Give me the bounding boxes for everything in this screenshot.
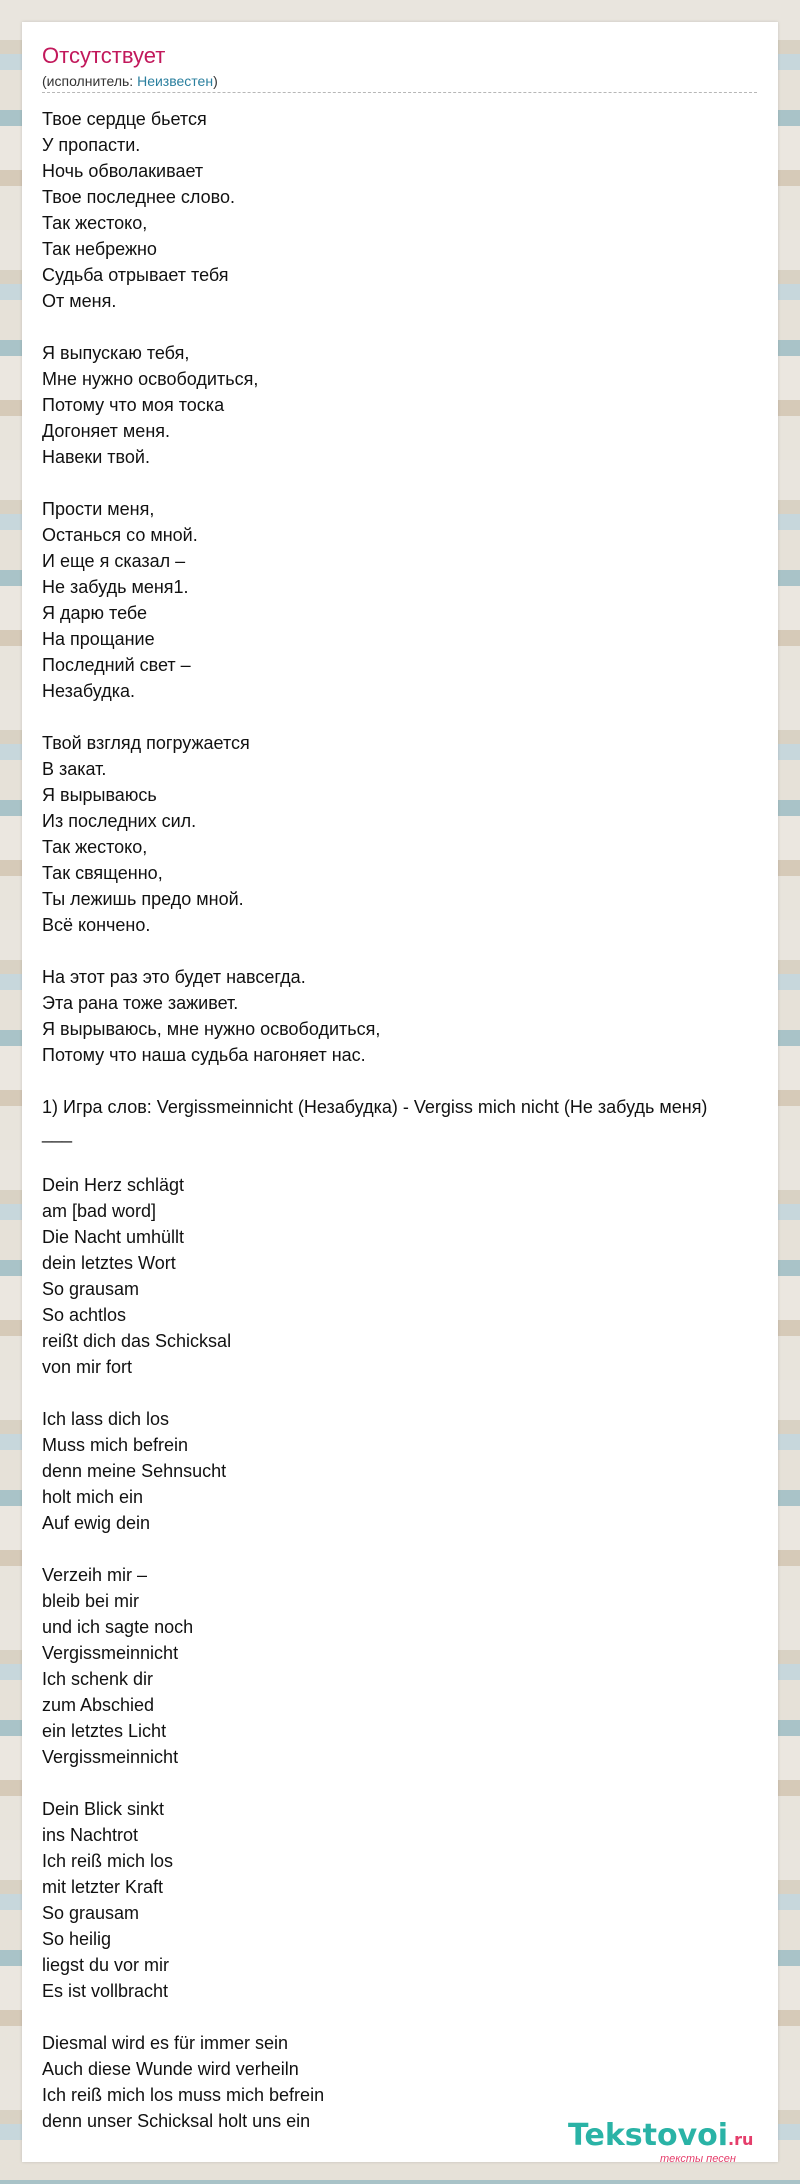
lyric-line: Verzeih mir – bbox=[42, 1565, 148, 1585]
lyric-line: reißt dich das Schicksal bbox=[42, 1331, 232, 1351]
stanza-gap bbox=[42, 1770, 778, 1796]
lyric-line: На этот раз это будет навсегда. bbox=[42, 967, 306, 987]
stanza-gap bbox=[42, 470, 778, 496]
lyric-line: Я дарю тебе bbox=[42, 603, 147, 623]
lyric-line: So grausam bbox=[42, 1279, 140, 1299]
lyric-line: Ночь обволакивает bbox=[42, 161, 204, 181]
lyric-line: Потому что наша судьба нагоняет нас. bbox=[42, 1045, 366, 1065]
lyric-line: Ich reiß mich los muss mich befrein bbox=[42, 2085, 325, 2105]
lyric-line: Dein Herz schlägt bbox=[42, 1175, 185, 1195]
site-logo[interactable] bbox=[568, 2118, 778, 2174]
lyric-line: holt mich ein bbox=[42, 1487, 144, 1507]
lyric-line: 1) Игра слов: Vergissmeinnicht (Незабудка) - Vergiss mich nicht (Не забудь меня) bbox=[42, 1097, 708, 1117]
lyric-line: Так священно, bbox=[42, 863, 163, 883]
artist-line bbox=[42, 72, 218, 90]
lyric-line: So grausam bbox=[42, 1903, 140, 1923]
lyric-line: И еще я сказал – bbox=[42, 551, 186, 571]
lyric-line: Останься со мной. bbox=[42, 525, 198, 545]
lyric-line: liegst du vor mir bbox=[42, 1955, 170, 1975]
lyric-line: Diesmal wird es für immer sein bbox=[42, 2033, 289, 2053]
lyric-line: Прости меня, bbox=[42, 499, 155, 519]
lyric-line: Vergissmeinnicht bbox=[42, 1747, 179, 1767]
lyric-line: Всё кончено. bbox=[42, 915, 151, 935]
lyric-line: На прощание bbox=[42, 629, 155, 649]
stanza-gap bbox=[42, 704, 778, 730]
lyric-line: Незабудка. bbox=[42, 681, 135, 701]
lyric-line: So heilig bbox=[42, 1929, 112, 1949]
stanza-gap bbox=[42, 1146, 778, 1172]
lyric-line: von mir fort bbox=[42, 1357, 133, 1377]
lyric-line: Навеки твой. bbox=[42, 447, 150, 467]
lyrics-text bbox=[42, 106, 778, 2134]
artist-suffix: ) bbox=[213, 73, 218, 89]
logo-suffix: .ru bbox=[728, 2130, 754, 2149]
lyric-line: am [bad word] bbox=[42, 1201, 157, 1221]
lyric-line: Я выпускаю тебя, bbox=[42, 343, 190, 363]
lyric-line: Потому что моя тоска bbox=[42, 395, 225, 415]
artist-prefix: (исполнитель: bbox=[42, 73, 138, 89]
lyric-line: Ich lass dich los bbox=[42, 1409, 170, 1429]
stanza-gap bbox=[42, 938, 778, 964]
lyric-line: Muss mich befrein bbox=[42, 1435, 189, 1455]
song-title: Отсутствует bbox=[42, 43, 166, 68]
lyric-line: Твое сердце бьется bbox=[42, 109, 207, 129]
lyric-line: und ich sagte noch bbox=[42, 1617, 194, 1637]
lyric-line: bleib bei mir bbox=[42, 1591, 140, 1611]
lyric-line: У пропасти. bbox=[42, 135, 141, 155]
stanza-gap bbox=[42, 1536, 778, 1562]
lyric-line: В закат. bbox=[42, 759, 107, 779]
lyric-line: denn unser Schicksal holt uns ein bbox=[42, 2111, 311, 2131]
lyric-line: Ich reiß mich los bbox=[42, 1851, 174, 1871]
lyric-line: От меня. bbox=[42, 291, 117, 311]
lyrics-card bbox=[22, 22, 778, 2162]
lyric-line: ein letztes Licht bbox=[42, 1721, 167, 1741]
lyric-line: ___ bbox=[42, 1123, 73, 1143]
lyric-line: ins Nachtrot bbox=[42, 1825, 139, 1845]
lyric-line: Так небрежно bbox=[42, 239, 157, 259]
lyric-line: Из последних сил. bbox=[42, 811, 197, 831]
lyric-line: So achtlos bbox=[42, 1305, 127, 1325]
lyric-line: Vergissmeinnicht bbox=[42, 1643, 179, 1663]
lyric-line: Ich schenk dir bbox=[42, 1669, 154, 1689]
lyric-line: Так жестоко, bbox=[42, 837, 148, 857]
stanza-gap bbox=[42, 314, 778, 340]
logo-name: Tekstovoi bbox=[568, 2118, 729, 2153]
lyric-line: Твое последнее слово. bbox=[42, 187, 236, 207]
artist-link[interactable]: Неизвестен bbox=[137, 73, 214, 89]
lyric-line: Dein Blick sinkt bbox=[42, 1799, 165, 1819]
lyric-line: zum Abschied bbox=[42, 1695, 155, 1715]
lyric-line: Ты лежишь предо мной. bbox=[42, 889, 244, 909]
header-divider bbox=[42, 92, 757, 93]
stanza-gap bbox=[42, 1380, 778, 1406]
lyric-line: Я вырываюсь bbox=[42, 785, 157, 805]
lyric-line: Эта рана тоже заживет. bbox=[42, 993, 239, 1013]
stanza-gap bbox=[42, 1068, 778, 1094]
lyric-line: dein letztes Wort bbox=[42, 1253, 176, 1273]
lyric-line: Догоняет меня. bbox=[42, 421, 171, 441]
lyric-line: Auf ewig dein bbox=[42, 1513, 151, 1533]
lyric-line: Я вырываюсь, мне нужно освободиться, bbox=[42, 1019, 381, 1039]
stanza-gap bbox=[42, 2004, 778, 2030]
lyric-line: Последний свет – bbox=[42, 655, 191, 675]
lyric-line: Auch diese Wunde wird verheiln bbox=[42, 2059, 299, 2079]
lyric-line: mit letzter Kraft bbox=[42, 1877, 164, 1897]
lyric-line: denn meine Sehnsucht bbox=[42, 1461, 227, 1481]
logo-tagline: тексты песен bbox=[660, 2153, 736, 2165]
lyric-line: Мне нужно освободиться, bbox=[42, 369, 259, 389]
lyric-line: Die Nacht umhüllt bbox=[42, 1227, 185, 1247]
lyric-line: Es ist vollbracht bbox=[42, 1981, 169, 2001]
lyric-line: Твой взгляд погружается bbox=[42, 733, 250, 753]
lyric-line: Не забудь меня1. bbox=[42, 577, 189, 597]
lyric-line: Так жестоко, bbox=[42, 213, 148, 233]
lyric-line: Судьба отрывает тебя bbox=[42, 265, 229, 285]
